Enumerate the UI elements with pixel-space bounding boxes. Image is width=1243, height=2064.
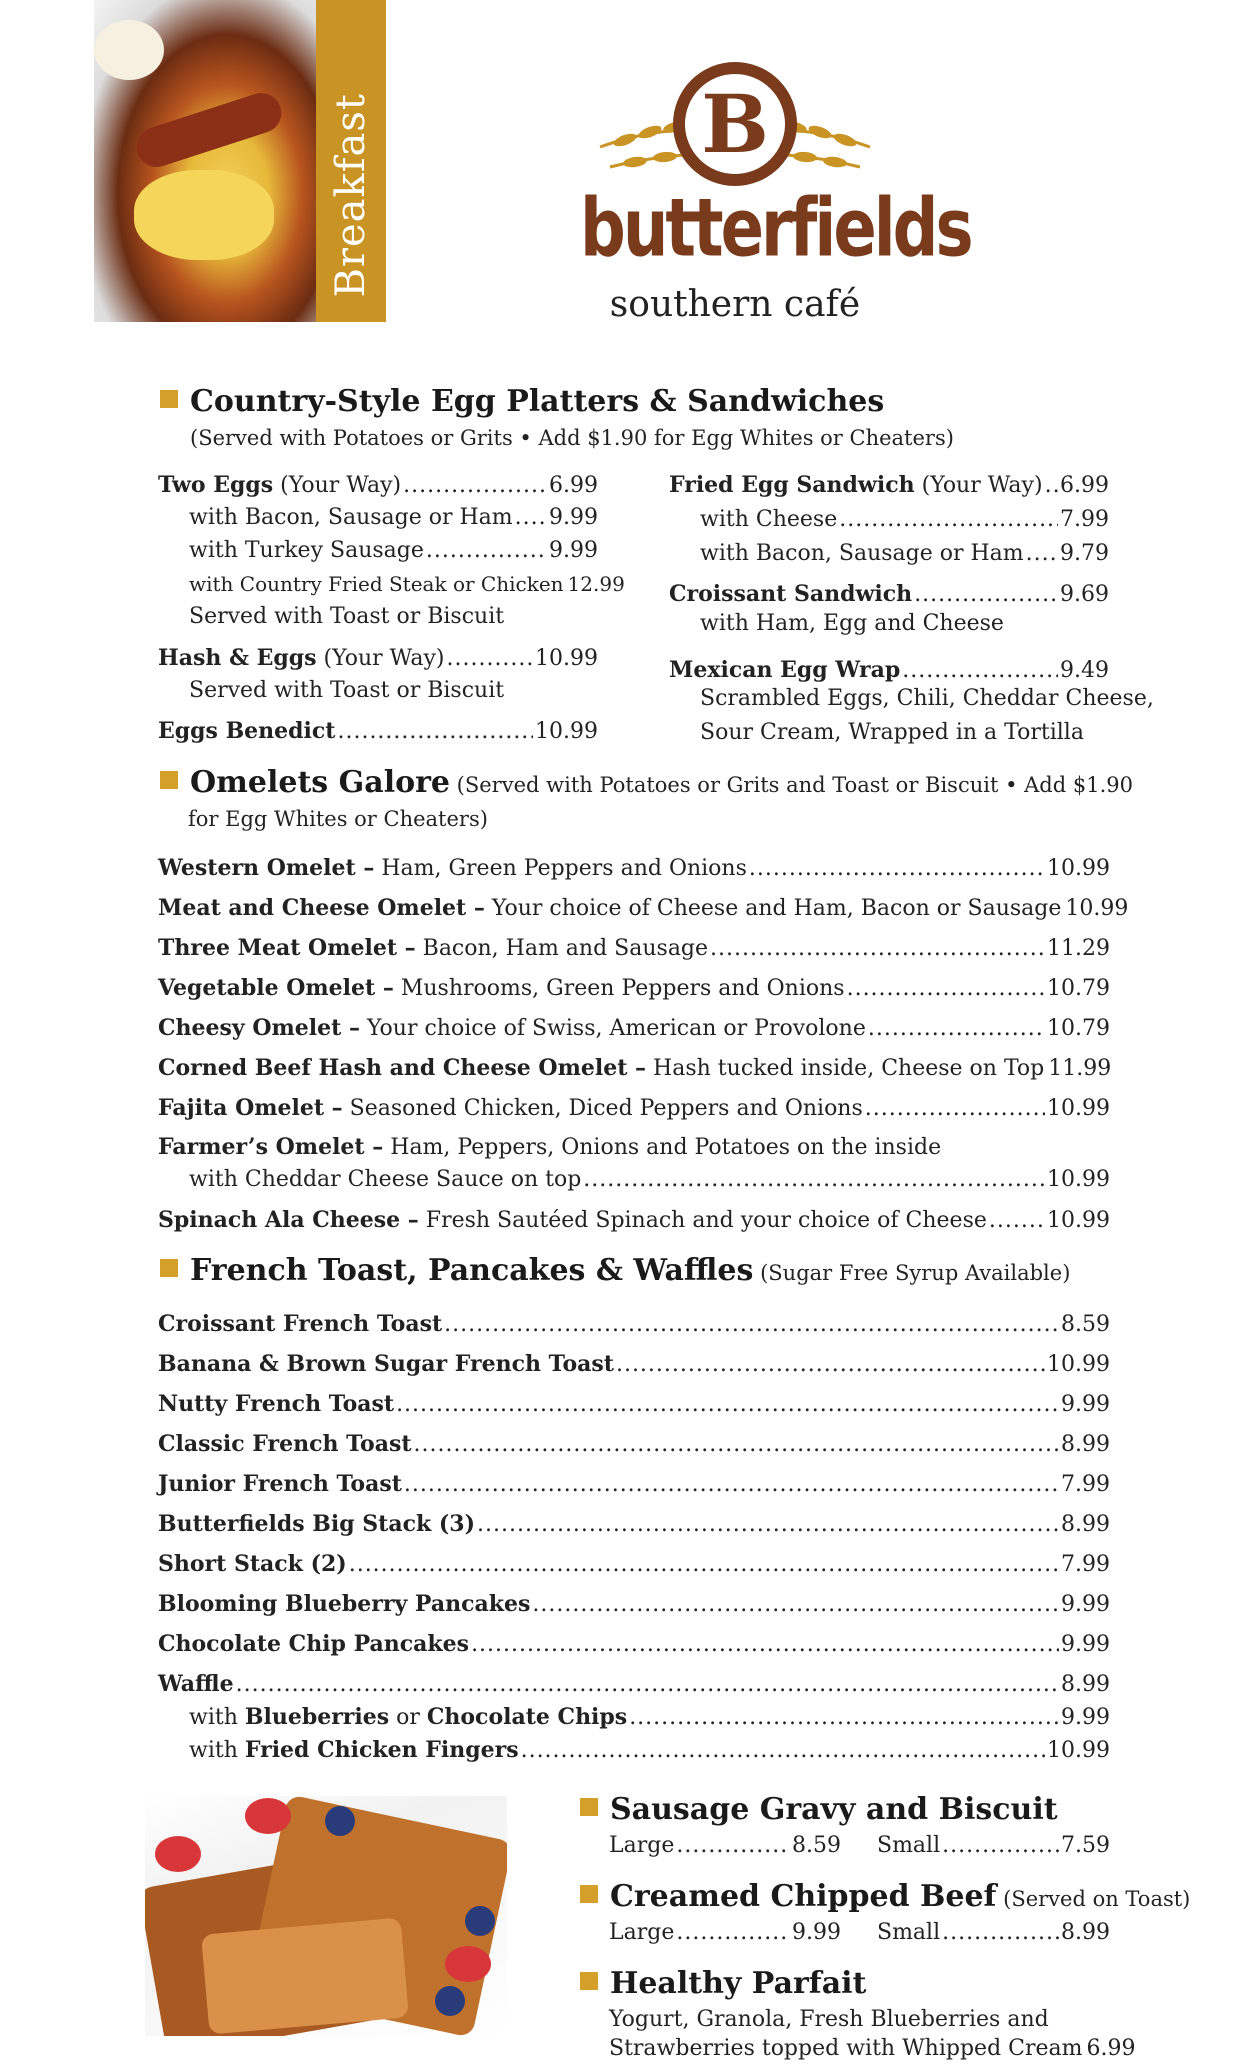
item-note: Served with Toast or Biscuit (189, 604, 505, 629)
menu-item: Spinach Ala Cheese – Fresh Sautéed Spinach and your choice of Cheese ..... 10.99 (158, 1205, 1110, 1236)
item-note: Served with Toast or Biscuit (189, 678, 505, 703)
menu-item: Blooming Blueberry Pancakes ..... 9.99 (158, 1589, 1110, 1620)
menu-item: Fried Egg Sandwich (Your Way) ..... 6.99 (669, 470, 1109, 501)
section-title: Country-Style Egg Platters & Sandwiches (190, 384, 885, 419)
menu-item: Banana & Brown Sugar French Toast ..... 10.99 (158, 1349, 1110, 1380)
menu-item: Three Meat Omelet – Bacon, Ham and Sausage ..... 11.29 (158, 933, 1110, 964)
breakfast-photo (94, 0, 316, 322)
item-note: Yogurt, Granola, Fresh Blueberries and (609, 2007, 1049, 2032)
section-title: Healthy Parfait (610, 1966, 867, 2001)
brand-wordmark: butterfields (580, 182, 971, 276)
bullet-square-icon (580, 1972, 598, 1990)
item-note: Scrambled Eggs, Chili, Cheddar Cheese, (700, 686, 1154, 711)
menu-item: Eggs Benedict ..... 10.99 (158, 716, 598, 747)
section-title: Omelets Galore (190, 765, 450, 800)
section-parfait (580, 1966, 866, 2001)
menu-item: Croissant French Toast ..... 8.59 (158, 1309, 1110, 1340)
menu-item: with Country Fried Steak or Chicken 12.99 (189, 572, 625, 596)
section-chipped-beef: Creamed Chipped Beef (Served on Toast) (580, 1879, 1190, 1914)
menu-item: Farmer’s Omelet – Ham, Peppers, Onions and Potatoes on the inside (158, 1134, 942, 1160)
menu-item: Fajita Omelet – Seasoned Chicken, Diced Peppers and Onions ..... 10.99 (158, 1093, 1110, 1124)
menu-item: Chocolate Chip Pancakes ..... 9.99 (158, 1629, 1110, 1660)
menu-item: Western Omelet – Ham, Green Peppers and Onions ..... 10.99 (158, 853, 1110, 884)
section-title: French Toast, Pancakes & Waffles (190, 1253, 754, 1288)
menu-item: Strawberries topped with Whipped Cream 6.99 (609, 2036, 1136, 2061)
menu-item: Butterfields Big Stack (3) ..... 8.99 (158, 1509, 1110, 1540)
menu-item: Large ..... 9.99 (609, 1918, 841, 1948)
menu-item: with Bacon, Sausage or Ham ..... 9.79 (700, 539, 1109, 569)
bullet-square-icon (580, 1885, 598, 1903)
section-egg-platters (160, 384, 884, 419)
section-subtitle: for Egg Whites or Cheaters) (188, 807, 488, 831)
section-subtitle: (Served with Potatoes or Grits • Add $1.90 for Egg Whites or Cheaters) (190, 426, 954, 450)
menu-item: Junior French Toast ..... 7.99 (158, 1469, 1110, 1500)
section-french-toast: French Toast, Pancakes & Waffles (Sugar Free Syrup Available) (160, 1253, 1070, 1288)
section-title: Creamed Chipped Beef (610, 1879, 997, 1914)
bullet-square-icon (160, 771, 178, 789)
section-omelets: Omelets Galore (Served with Potatoes or Grits and Toast or Biscuit • Add $1.90 (160, 765, 1133, 800)
section-sausage-gravy (580, 1792, 1058, 1827)
menu-item: with Cheddar Cheese Sauce on top ..... 10.99 (189, 1165, 1110, 1195)
menu-item: with Bacon, Sausage or Ham ..... 9.99 (189, 503, 598, 533)
french-toast-photo (145, 1796, 507, 2036)
menu-item: Croissant Sandwich ..... 9.69 (669, 579, 1109, 610)
section-title: Sausage Gravy and Biscuit (610, 1792, 1058, 1827)
menu-item: with Turkey Sausage ..... 9.99 (189, 536, 598, 566)
menu-item: Small ..... 7.59 (877, 1831, 1110, 1861)
menu-item: Small ..... 8.99 (877, 1918, 1110, 1948)
menu-item: Corned Beef Hash and Cheese Omelet – Hash tucked inside, Cheese on Top 11.99 (158, 1055, 1112, 1081)
menu-item: with Blueberries or Chocolate Chips ..... 9.99 (189, 1702, 1110, 1733)
butterfields-logo (580, 62, 971, 332)
menu-item: with Fried Chicken Fingers ..... 10.99 (189, 1735, 1110, 1766)
menu-item: with Cheese ..... 7.99 (700, 505, 1109, 535)
bullet-square-icon (160, 390, 178, 408)
breakfast-tab-label: Breakfast (328, 93, 374, 298)
bullet-square-icon (160, 1259, 178, 1277)
menu-item: Two Eggs (Your Way) ..... 6.99 (158, 470, 598, 501)
menu-item: Meat and Cheese Omelet – Your choice of Cheese and Ham, Bacon or Sausage 10.99 (158, 895, 1129, 921)
menu-item: Waffle ..... 8.99 (158, 1669, 1110, 1700)
item-note: with Ham, Egg and Cheese (700, 611, 1004, 636)
svg-text:B: B (701, 77, 769, 171)
menu-item: Cheesy Omelet – Your choice of Swiss, American or Provolone ..... 10.79 (158, 1013, 1110, 1044)
breakfast-tab (316, 0, 386, 322)
brand-tagline: southern café (609, 284, 861, 325)
menu-item: Vegetable Omelet – Mushrooms, Green Peppers and Onions ..... 10.79 (158, 973, 1110, 1004)
menu-item: Classic French Toast ..... 8.99 (158, 1429, 1110, 1460)
bullet-square-icon (580, 1798, 598, 1816)
item-note: Sour Cream, Wrapped in a Tortilla (700, 720, 1084, 745)
menu-item: Nutty French Toast ..... 9.99 (158, 1389, 1110, 1420)
menu-item: Large ..... 8.59 (609, 1831, 841, 1861)
menu-item: Short Stack (2) ..... 7.99 (158, 1549, 1110, 1580)
menu-item: Mexican Egg Wrap ..... 9.49 (669, 655, 1109, 686)
menu-item: Hash & Eggs (Your Way) ..... 10.99 (158, 643, 598, 674)
wheat-emblem-icon (580, 62, 890, 192)
